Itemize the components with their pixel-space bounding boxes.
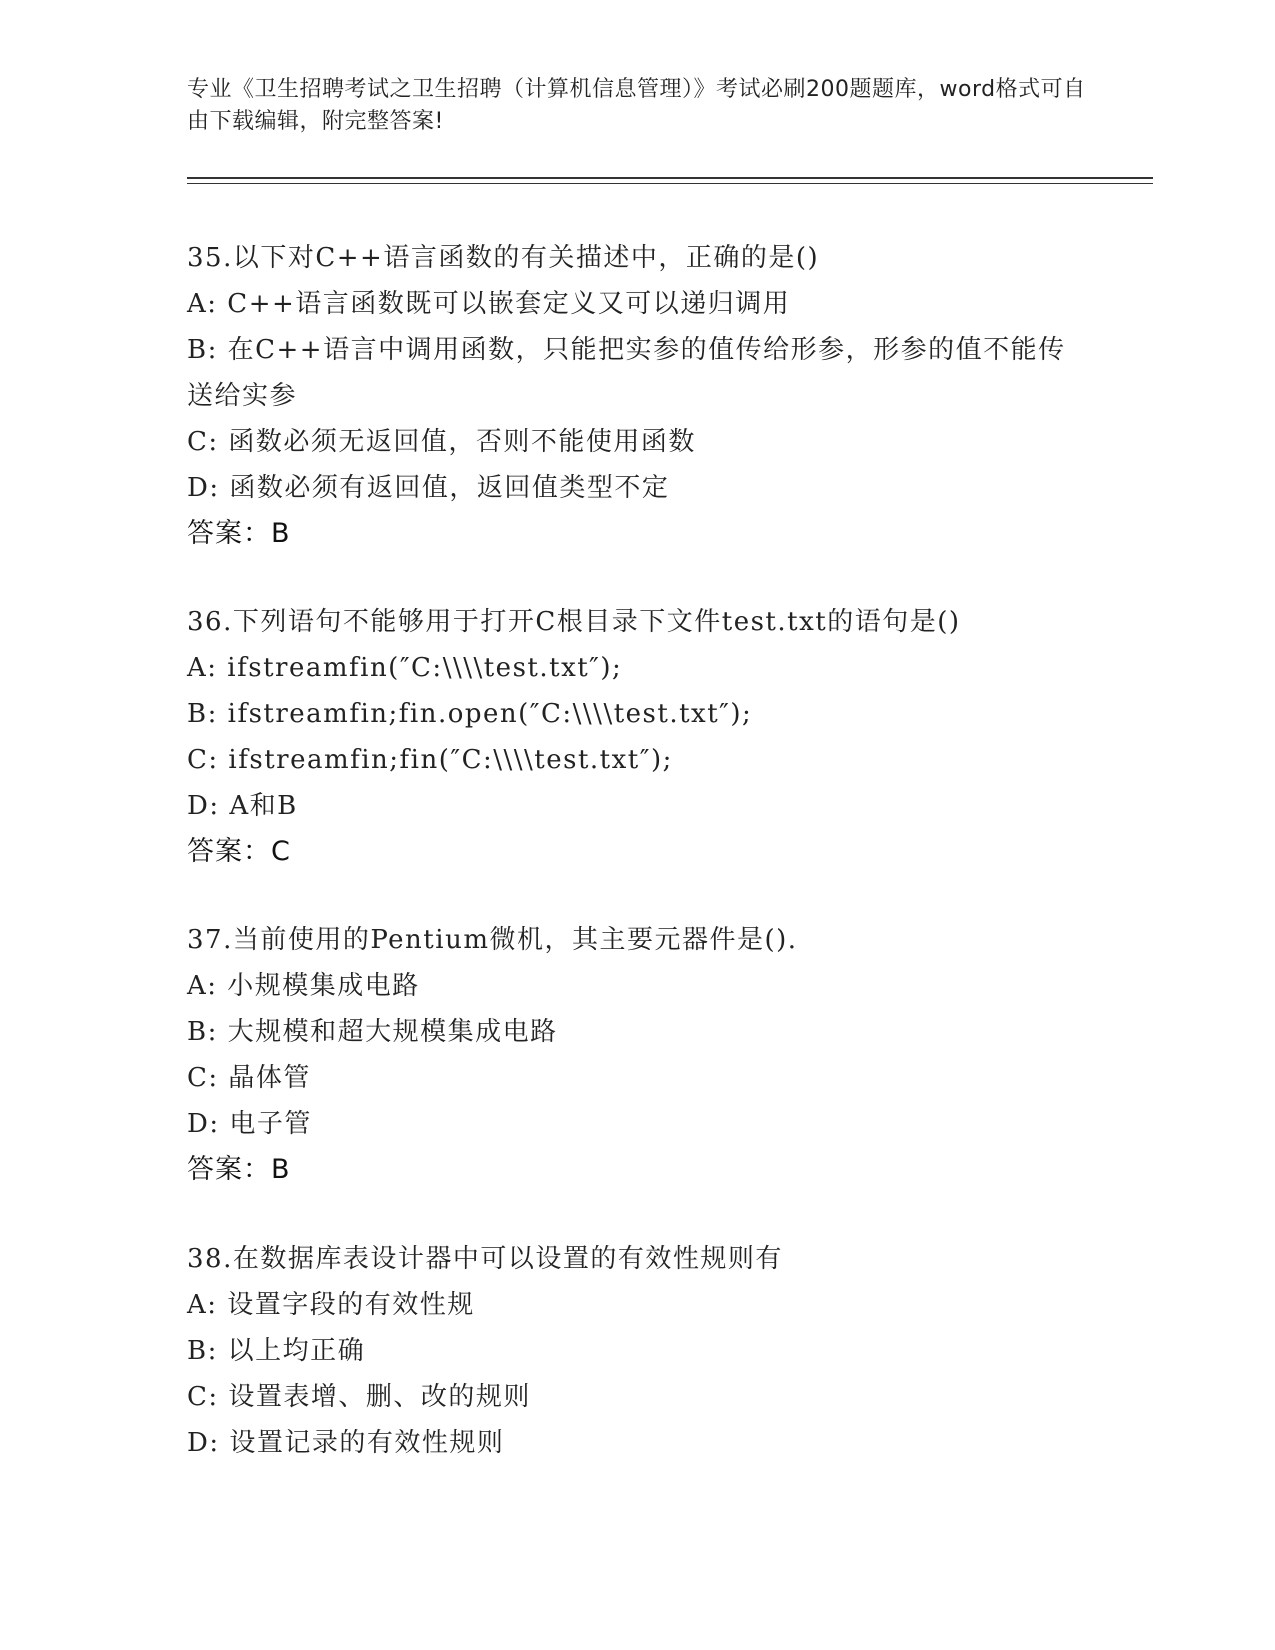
- question-36: [187, 599, 1087, 875]
- question-37: [187, 917, 1087, 1193]
- question-stem: 36.下列语句不能够用于打开C根目录下文件test.txt的语句是(): [187, 607, 961, 637]
- option-b: B: 大规模和超大规模集成电路: [187, 1017, 558, 1047]
- answer-label: 答案：B: [187, 1154, 291, 1185]
- question-stem: 35.以下对C++语言函数的有关描述中，正确的是(): [187, 243, 820, 273]
- header-divider: [187, 177, 1153, 179]
- option-d: D: 电子管: [187, 1109, 312, 1139]
- option-b: B: 在C++语言中调用函数，只能把实参的值传给形参，形参的值不能传送给实参: [187, 335, 1066, 411]
- document-header: 专业《卫生招聘考试之卫生招聘（计算机信息管理）》考试必刷200题题库，word格式可自由下载编辑，附完整答案!: [187, 77, 1086, 134]
- option-d: D: 设置记录的有效性规则: [187, 1428, 505, 1458]
- question-35: [187, 235, 1087, 557]
- option-a: A: ifstreamfin(″C:\\\\test.txt″);: [187, 653, 623, 683]
- question-38: [187, 1236, 1087, 1466]
- answer-label: 答案：B: [187, 518, 291, 549]
- option-c: C: 晶体管: [187, 1063, 311, 1093]
- header-divider-thin: [187, 183, 1153, 184]
- option-c: C: 设置表增、删、改的规则: [187, 1382, 531, 1412]
- option-c: C: ifstreamfin;fin(″C:\\\\test.txt″);: [187, 745, 673, 775]
- option-a: A: C++语言函数既可以嵌套定义又可以递归调用: [187, 289, 791, 319]
- option-b: B: 以上均正确: [187, 1336, 366, 1366]
- option-d: D: A和B: [187, 791, 298, 821]
- question-stem: 37.当前使用的Pentium微机，其主要元器件是().: [187, 925, 798, 955]
- option-d: D: 函数必须有返回值，返回值类型不定: [187, 473, 670, 503]
- option-c: C: 函数必须无返回值，否则不能使用函数: [187, 427, 696, 457]
- option-a: A: 设置字段的有效性规: [187, 1290, 475, 1320]
- answer-label: 答案：C: [187, 836, 291, 867]
- option-a: A: 小规模集成电路: [187, 971, 420, 1001]
- question-stem: 38.在数据库表设计器中可以设置的有效性规则有: [187, 1244, 783, 1274]
- option-b: B: ifstreamfin;fin.open(″C:\\\\test.txt″);: [187, 699, 753, 729]
